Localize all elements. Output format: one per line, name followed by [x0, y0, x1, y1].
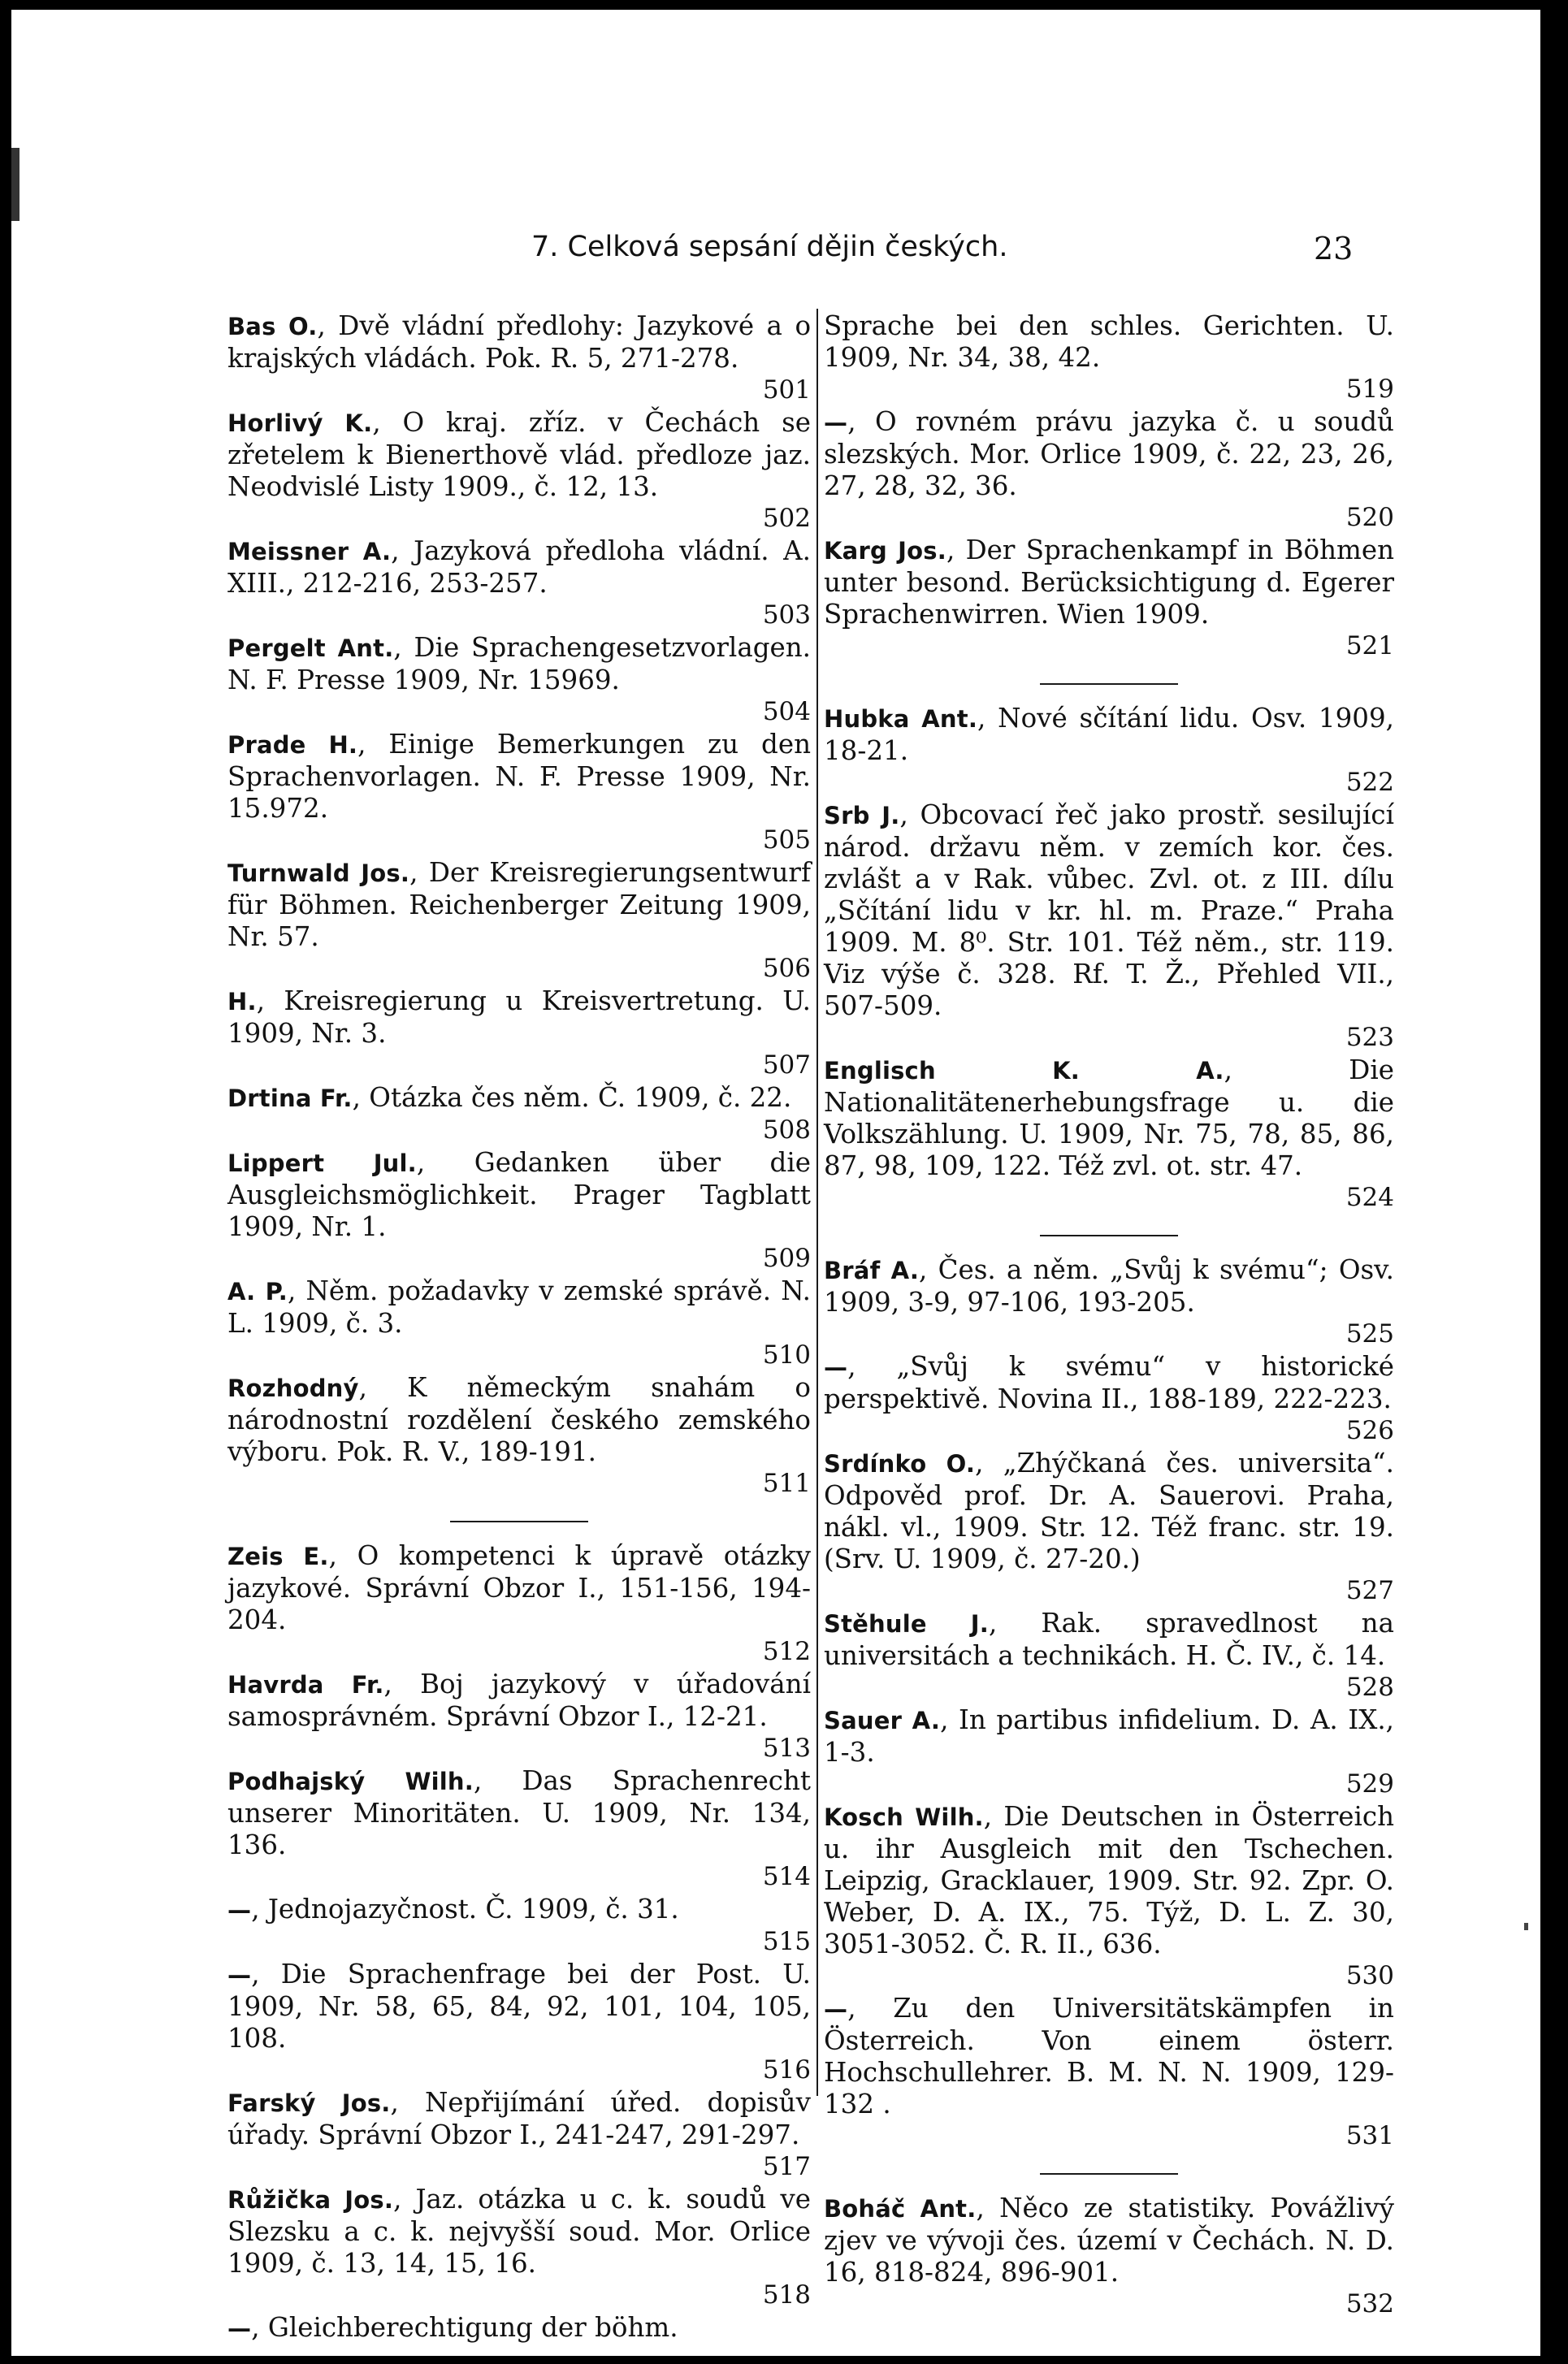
entry-number: 520	[1345, 503, 1394, 532]
column-divider	[816, 309, 818, 2096]
entry-text: , Die Sprachengesetzvorlagen. N. F. Presse 1909, Nr. 15969.	[227, 632, 811, 695]
entry-number: 506	[762, 954, 811, 983]
bibliography-entry	[227, 1894, 811, 1958]
bibliography-entry	[227, 1147, 811, 1275]
bibliography-entry	[227, 2087, 811, 2183]
entry-number: 531	[1345, 2121, 1394, 2150]
entry-number: 519	[1345, 375, 1394, 404]
entry-text: Sprache bei den schles. Gerichten. U. 1909, Nr. 34, 38, 42.	[824, 310, 1394, 373]
entry-text: , Die Nationalitätenerhebungsfrage u. die Volkszählung. U. 1909, Nr. 75, 78, 85, 86, 87, 98, 109, 122. Též zvl. ot. str. 47.	[824, 1054, 1394, 1181]
right-column	[824, 310, 1395, 2319]
entry-text: , Nové sčítání lidu. Osv. 1909, 18-21.	[824, 703, 1394, 766]
bibliography-entry	[824, 1448, 1394, 1607]
entry-author: Růžička Jos.	[227, 2186, 394, 2214]
bibliography-entry	[227, 310, 811, 406]
entry-number: 522	[1345, 768, 1394, 797]
bibliography-entry	[824, 535, 1394, 662]
entry-text: , Jaz. otázka u c. k. soudů ve Slezsku a c. k. nejvyšší soud. Mor. Orlice 1909, č. 13, 14, 15, 16.	[227, 2184, 811, 2279]
bibliography-entry	[227, 2312, 811, 2345]
entry-author: Zeis E.	[227, 1543, 329, 1570]
entry-text: , Gleichberechtigung der böhm.	[251, 2312, 678, 2343]
entry-text: , Gedanken über die Ausgleichsmöglichkeit. Prager Tagblatt 1909, Nr. 1.	[227, 1147, 811, 1242]
bibliography-entry	[227, 407, 811, 535]
entry-text: , Rak. spravedlnost na universitách a technikách. H. Č. IV., č. 14.	[824, 1608, 1394, 1671]
entry-number: 513	[762, 1734, 811, 1763]
entry-number: 501	[762, 375, 811, 405]
bibliography-entry	[824, 310, 1394, 405]
entry-author: Englisch K. A.	[824, 1057, 1224, 1085]
entry-author: Rozhodný	[227, 1375, 359, 1402]
entry-author: Turnwald Jos.	[227, 859, 410, 887]
entry-author: Drtina Fr.	[227, 1085, 353, 1112]
entry-number: 511	[762, 1469, 811, 1498]
bibliography-entry	[824, 1054, 1394, 1214]
entry-number: 529	[1345, 1769, 1394, 1799]
bibliography-entry	[227, 729, 811, 856]
entry-number: 518	[762, 2280, 811, 2310]
bibliography-entry	[227, 1959, 811, 2086]
entry-author: H.	[227, 988, 257, 1015]
entry-text: , Die Deutschen in Österreich u. ihr Ausgleich mit den Tschechen. Leipzig, Gracklauer, 1909. Str. 92. Zpr. O. Weber, D. A. IX., 75. Týž, D. L. Z. 30, 3051-3052. Č. R. II., 636.	[824, 1801, 1395, 1959]
entry-number: 514	[762, 1862, 811, 1891]
entry-author: Podhajský Wilh.	[227, 1768, 474, 1795]
entry-text: , Jazyková předloha vládní. A. XIII., 212-216, 253-257.	[227, 535, 811, 599]
bibliography-entry	[824, 1254, 1394, 1350]
entry-text: , Der Sprachenkampf in Böhmen unter besond. Berücksichtigung d. Egerer Sprachenwirren. Wien 1909.	[824, 535, 1395, 630]
entry-text: , Čes. a něm. „Svůj k svému“; Osv. 1909, 3-9, 97-106, 193-205.	[824, 1254, 1394, 1318]
entry-text: , Obcovací řeč jako prostř. sesilující národ. državu něm. v zemích kor. čes. zvlášt a v Rak. vůbec. Zvl. ot. z III. dílu „Sčítání lidu v kr. hl. m. Praze.“ Praha 1909. M. 8⁰. Str. 101. Též něm., str. 119. Viz výše č. 328. Rf. T. Ž., Přehled VII., 507-509.	[824, 799, 1394, 1021]
bibliography-entry	[824, 2193, 1394, 2320]
entry-number: 509	[762, 1244, 811, 1273]
entry-number: 512	[762, 1637, 811, 1666]
bibliography-entry	[824, 799, 1394, 1054]
entry-number: 507	[762, 1050, 811, 1080]
entry-author: Horlivý K.	[227, 409, 373, 437]
entry-author: A. P.	[227, 1278, 288, 1305]
entry-author: —	[227, 2314, 252, 2342]
entry-number: 517	[762, 2152, 811, 2181]
section-separator	[1040, 683, 1178, 685]
entry-author: Prade H.	[227, 731, 358, 759]
left-column	[227, 310, 812, 2343]
bibliography-entry	[824, 1801, 1394, 1992]
margin-mark	[1524, 1923, 1528, 1930]
entry-author: —	[824, 1995, 848, 2023]
bibliography-entry	[227, 535, 811, 631]
entry-author: Meissner A.	[227, 538, 392, 565]
entry-number: 503	[762, 600, 811, 630]
bibliography-entry	[227, 1669, 811, 1764]
entry-number: 532	[1345, 2289, 1394, 2319]
entry-text: , Nepřijímání úřed. dopisův úřady. Správní Obzor I., 241-247, 291-297.	[227, 2087, 811, 2150]
entry-author: —	[227, 1961, 252, 1989]
entry-text: , Něco ze statistiky. Povážlivý zjev ve vývoji čes. území v Čechách. N. D. 16, 818-824, 896-901.	[824, 2193, 1395, 2288]
bibliography-entry	[227, 2184, 811, 2311]
entry-number: 523	[1345, 1023, 1394, 1052]
entry-author: —	[824, 409, 848, 436]
bibliography-entry	[824, 1704, 1394, 1800]
entry-author: Karg Jos.	[824, 537, 946, 565]
entry-number: 502	[762, 504, 811, 533]
entry-author: Sauer A.	[824, 1707, 941, 1734]
bibliography-entry	[824, 1351, 1394, 1447]
entry-number: 515	[762, 1927, 811, 1956]
entry-text: , Das Sprachenrecht unserer Minoritäten. U. 1909, Nr. 134, 136.	[227, 1765, 811, 1860]
running-title: 7. Celková sepsání dějin českých.	[531, 231, 1008, 263]
bibliography-entry	[227, 632, 811, 728]
scan-edge-mark	[11, 148, 19, 221]
entry-text: , Der Kreisregierungsentwurf für Böhmen. Reichenberger Zeitung 1909, Nr. 57.	[227, 857, 811, 952]
entry-number: 527	[1345, 1576, 1394, 1605]
entry-author: Havrda Fr.	[227, 1671, 384, 1699]
section-separator	[1040, 1235, 1178, 1236]
entry-text: , Zu den Universitätskämpfen in Österreich. Von einem österr. Hochschullehrer. B. M. N. N. 1909, 129-132 .	[824, 1993, 1394, 2119]
entry-author: Farský Jos.	[227, 2089, 391, 2117]
section-separator	[1040, 2173, 1178, 2175]
entry-author: Stěhule J.	[824, 1610, 989, 1638]
bibliography-entry	[824, 703, 1394, 799]
entry-number: 516	[762, 2055, 811, 2085]
entry-text: , In partibus infidelium. D. A. IX., 1-3.	[824, 1704, 1394, 1768]
entry-number: 521	[1345, 631, 1394, 660]
entry-text: , K německým snahám o národnostní rozdělení českého zemského výboru. Pok. R. V., 189-191.	[227, 1372, 811, 1467]
entry-text: , O kraj. zříz. v Čechách se zřetelem k Bienerthově vlád. předloze jaz. Neodvislé Listy 1909., č. 12, 13.	[227, 407, 811, 502]
bibliography-entry	[227, 857, 811, 985]
entry-text: , „Zhýčkaná čes. universita“. Odpověd prof. Dr. A. Sauerovi. Praha, nákl. vl., 1909. Str. 12. Též franc. str. 19. (Srv. U. 1909, č. 27-20.)	[824, 1448, 1394, 1574]
bibliography-entry	[824, 1608, 1394, 1704]
entry-author: Hubka Ant.	[824, 705, 978, 733]
entry-author: Bas O.	[227, 313, 318, 340]
entry-number: 526	[1345, 1416, 1394, 1445]
entry-author: Srb J.	[824, 802, 900, 829]
entry-author: Bráf A.	[824, 1257, 920, 1284]
entry-number: 525	[1345, 1319, 1394, 1349]
entry-text: , Boj jazykový v úřadování samosprávném. Správní Obzor I., 12-21.	[227, 1669, 811, 1732]
bibliography-entry	[227, 1082, 811, 1146]
entry-number: 504	[762, 697, 811, 726]
entry-text: , O rovném právu jazyka č. u soudů slezských. Mor. Orlice 1909, č. 22, 23, 26, 27, 28, 32, 36.	[824, 406, 1394, 501]
bibliography-entry	[227, 1540, 811, 1668]
book-page	[11, 10, 1540, 2356]
entry-text: , Otázka čes něm. Č. 1909, č. 22.	[352, 1082, 792, 1113]
entry-text: , Einige Bemerkungen zu den Sprachenvorlagen. N. F. Presse 1909, Nr. 15.972.	[227, 729, 811, 824]
entry-text: , Dvě vládní předlohy: Jazykové a o krajských vládách. Pok. R. 5, 271-278.	[227, 310, 812, 374]
entry-text: , Něm. požadavky v zemské správě. N. L. 1909, č. 3.	[227, 1275, 811, 1339]
entry-author: Lippert Jul.	[227, 1150, 417, 1177]
entry-text: , Die Sprachenfrage bei der Post. U. 1909, Nr. 58, 65, 84, 92, 101, 104, 105, 108.	[227, 1959, 811, 2054]
entry-number: 505	[762, 825, 811, 855]
bibliography-entry	[227, 985, 811, 1081]
entry-author: Pergelt Ant.	[227, 634, 394, 662]
section-separator	[450, 1521, 588, 1522]
entry-text: , Kreisregierung u Kreisvertretung. U. 1909, Nr. 3.	[227, 985, 811, 1049]
bibliography-entry	[824, 1993, 1394, 2152]
entry-author: Boháč Ant.	[824, 2195, 977, 2223]
page-header	[11, 231, 1540, 271]
entry-text: , O kompetenci k úpravě otázky jazykové. Správní Obzor I., 151-156, 194-204.	[227, 1540, 811, 1635]
entry-author: Srdínko O.	[824, 1450, 976, 1478]
entry-number: 530	[1345, 1961, 1394, 1990]
entry-number: 510	[762, 1340, 811, 1370]
entry-number: 524	[1345, 1183, 1394, 1212]
entry-text: , Jednojazyčnost. Č. 1909, č. 31.	[251, 1894, 679, 1925]
bibliography-entry	[227, 1372, 811, 1500]
entry-number: 508	[762, 1115, 811, 1145]
bibliography-entry	[227, 1275, 811, 1371]
bibliography-entry	[824, 406, 1394, 534]
entry-author: Kosch Wilh.	[824, 1803, 984, 1831]
bibliography-entry	[227, 1765, 811, 1893]
entry-author: —	[824, 1353, 848, 1381]
entry-author: —	[227, 1896, 252, 1924]
entry-text: , „Svůj k svému“ v historické perspektivě. Novina II., 188-189, 222-223.	[824, 1351, 1394, 1414]
entry-number: 528	[1345, 1673, 1394, 1702]
page-number: 23	[1314, 231, 1354, 266]
